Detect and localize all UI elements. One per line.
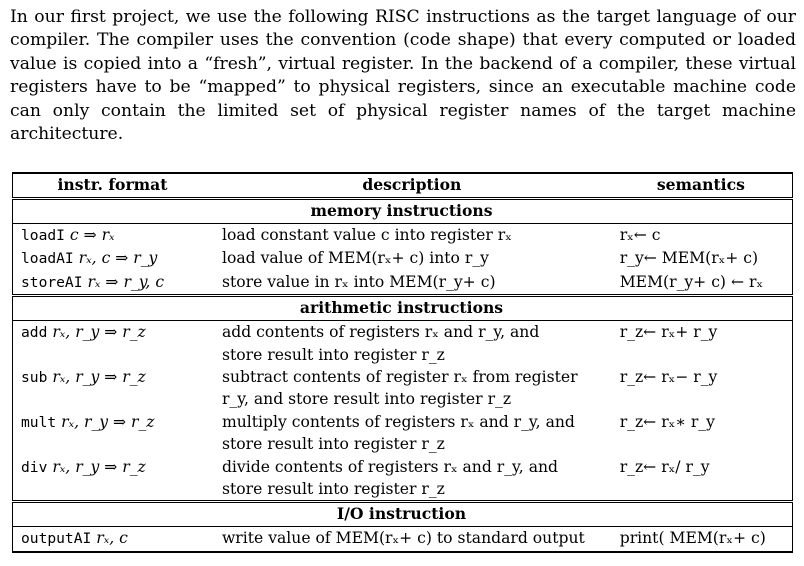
- instr-format-cell: [13, 321, 214, 366]
- description-line: write value of MEM(rₓ+ c) to standard output: [221, 529, 585, 548]
- semantics-cell: r_z← rₓ/ r_y: [612, 456, 793, 502]
- header-semantics: semantics: [612, 173, 793, 199]
- instr-format-cell: [13, 224, 214, 248]
- description-cell: [214, 527, 612, 552]
- table-row: [13, 321, 793, 366]
- description-cell: [214, 271, 612, 296]
- opcode: add: [21, 324, 48, 342]
- semantics-cell: r_z← rₓ∗ r_y: [612, 411, 793, 456]
- opcode: sub: [21, 369, 48, 387]
- operands: rₓ, r_y ⇒ r_z: [47, 323, 146, 342]
- opcode: loadI: [21, 227, 65, 244]
- semantics-cell: rₓ← c: [612, 224, 793, 248]
- opcode: mult: [21, 413, 57, 431]
- instruction-table: [12, 172, 793, 553]
- semantics-cell: r_z← rₓ− r_y: [612, 366, 793, 411]
- description-line: r_y, and store result into register r_z: [221, 390, 512, 409]
- section-header-row: [13, 199, 793, 224]
- section-title: I/O instruction: [13, 502, 793, 527]
- description-line: store result into register r_z: [221, 345, 445, 364]
- table-row: [13, 527, 793, 552]
- table-row: [13, 247, 793, 270]
- description-line: subtract contents of register rₓ from register: [221, 368, 578, 387]
- operands: rₓ, r_y ⇒ r_z: [47, 368, 146, 387]
- section-title: memory instructions: [13, 199, 793, 224]
- description-cell: [214, 247, 612, 270]
- table-row: [13, 271, 793, 296]
- table-header-row: [13, 173, 793, 199]
- opcode: div: [21, 458, 48, 476]
- description-line: add contents of registers rₓ and r_y, and: [221, 323, 540, 342]
- description-line: store result into register r_z: [221, 435, 445, 454]
- operands: rₓ ⇒ r_y, c: [82, 272, 165, 291]
- semantics-cell: r_y← MEM(rₓ+ c): [612, 247, 793, 270]
- section-header-row: [13, 502, 793, 527]
- instr-format-cell: [13, 411, 214, 456]
- instr-format-cell: [13, 527, 214, 552]
- section-header-row: [13, 296, 793, 321]
- instr-format-cell: [13, 456, 214, 502]
- semantics-cell: print( MEM(rₓ+ c): [612, 527, 793, 552]
- operands: rₓ, r_y ⇒ r_z: [56, 412, 155, 431]
- header-instr-format: instr. format: [13, 173, 214, 199]
- instr-format-cell: [13, 271, 214, 296]
- description-cell: [214, 456, 612, 502]
- description-cell: [214, 224, 612, 248]
- opcode: storeAI: [21, 273, 83, 291]
- table-row: [13, 411, 793, 456]
- description-cell: [214, 366, 612, 411]
- operands: rₓ, c: [91, 529, 128, 548]
- description-line: load value of MEM(rₓ+ c) into r_y: [221, 249, 489, 268]
- header-description: description: [214, 173, 612, 199]
- opcode: loadAI: [21, 250, 74, 268]
- instr-format-cell: [13, 366, 214, 411]
- intro-paragraph: [10, 6, 796, 146]
- table-row: [13, 456, 793, 502]
- operands: c ⇒ rₓ: [64, 226, 115, 244]
- table-row: [13, 366, 793, 411]
- opcode: outputAI: [21, 530, 92, 548]
- operands: rₓ, r_y ⇒ r_z: [47, 457, 146, 476]
- description-line: divide contents of registers rₓ and r_y, and: [221, 457, 559, 476]
- operands: rₓ, c ⇒ r_y: [73, 249, 158, 268]
- description-cell: [214, 321, 612, 366]
- description-line: store result into register r_z: [221, 480, 445, 499]
- semantics-cell: r_z← rₓ+ r_y: [612, 321, 793, 366]
- table-row: [13, 224, 793, 248]
- description-line: multiply contents of registers rₓ and r_y, and: [221, 412, 575, 431]
- section-title: arithmetic instructions: [13, 296, 793, 321]
- description-cell: [214, 411, 612, 456]
- description-line: load constant value c into register rₓ: [221, 226, 512, 244]
- description-line: store value in rₓ into MEM(r_y+ c): [221, 272, 496, 291]
- instr-format-cell: [13, 247, 214, 270]
- table-body: [13, 199, 793, 552]
- semantics-cell: MEM(r_y+ c) ← rₓ: [612, 271, 793, 296]
- intro-text: In our first project, we use the following RISC instructions as the target language of our compiler. The compiler uses the convention (code shape) that every computed or loaded value is copied into a “fresh”, virtual register. In the backend of a compiler, these virtual registers have to be “mapped” to physical registers, since an executable machine code can only contain the limited set of physical register names of the target machine architecture.: [10, 7, 796, 145]
